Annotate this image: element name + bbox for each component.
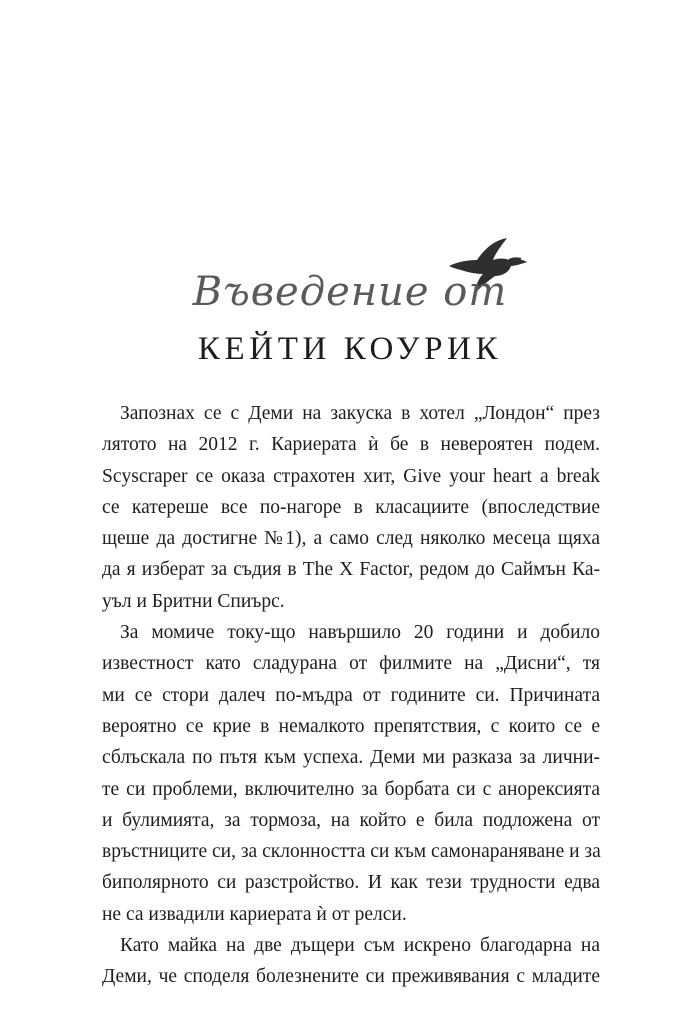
text-line: биполярното си разстройство. И как тези трудности едва	[102, 872, 600, 894]
text-line: Запознах се с Деми на закуска в хотел „Лондон“ през	[120, 403, 600, 424]
heading-author-name: КЕЙТИ КОУРИК	[197, 331, 503, 367]
heading-script-title: Въведение от	[192, 269, 508, 315]
text-line: Деми, че споделя болезнените си преживявания с младите	[102, 966, 600, 988]
text-line: да я изберат за съдия в The X Factor, редом до Саймън Ка-	[102, 559, 600, 581]
text-line: те си проблеми, включително за борбата си с анорексията	[102, 778, 600, 800]
text-line: щеше да достигне №1), а само след няколко месеца щяха	[102, 528, 600, 550]
text-line: не са извадили кариерата ѝ от релси.	[102, 903, 407, 925]
text-line: вероятно се крие в немалкото препятствия, с които се е	[102, 715, 600, 737]
text-line: ми се стори далеч по-мъдра от годините си. Причината	[102, 684, 600, 706]
text-line: Scyscraper се оказа страхотен хит, Give your heart a break	[102, 465, 600, 487]
text-line: известност като сладурана от филмите на „Дисни“, тя	[102, 653, 600, 675]
body-text	[102, 398, 600, 993]
text-line: Като майка на две дъщери съм искрено благодарна на	[120, 935, 600, 957]
text-line: връстниците си, за склонността си към самонараняване и за	[102, 841, 601, 863]
text-line: уъл и Бритни Спиърс.	[102, 590, 285, 612]
text-line: лятото на 2012 г. Кариерата ѝ бе в невероятен подем.	[102, 434, 600, 456]
text-line: сблъскала по пътя към успеха. Деми ми разказа за лични-	[102, 747, 600, 769]
text-line: се катереше все по-нагоре в класациите (впоследствие	[102, 496, 600, 518]
text-line: и булимията, за тормоза, на който е била подложена от	[102, 809, 600, 831]
text-line: За момиче току-що навършило 20 години и добило	[120, 622, 600, 644]
